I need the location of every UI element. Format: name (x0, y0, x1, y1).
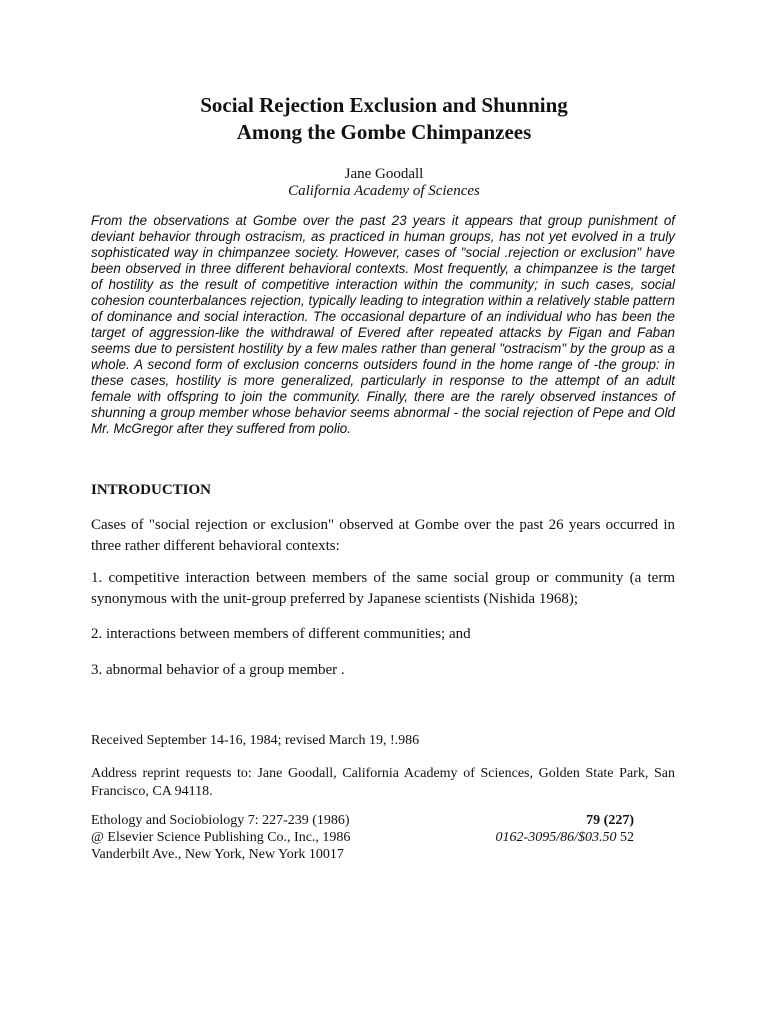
author-name: Jane Goodall (344, 166, 424, 182)
intro-list-item-2: 2. interactions between members of different communities; and (91, 626, 471, 642)
citation-line-journal: Ethology and Sociobiology 7: 227-239 (1986) (91, 813, 350, 828)
page-info (496, 812, 634, 846)
reprint-address-note: Address reprint requests to: Jane Goodall, California Academy of Sciences, Golden State Park, San Francisco, CA 94118. (91, 766, 675, 799)
article-code-italic: 0162-3095/86/$03.50 (495, 830, 617, 845)
author-affiliation: California Academy of Sciences (288, 183, 480, 199)
citation-line-publisher: @ Elsevier Science Publishing Co., Inc., 1986 (91, 830, 351, 845)
title-line-1: Social Rejection Exclusion and Shunning (200, 93, 568, 117)
section-heading-introduction: INTRODUCTION (91, 482, 212, 498)
article-code (496, 829, 634, 846)
journal-citation (91, 812, 350, 863)
paper-title (0, 92, 768, 146)
intro-paragraph: Cases of "social rejection or exclusion" observed at Gombe over the past 26 years occurred in three rather different behavioral contexts: (91, 517, 675, 554)
received-date-note: Received September 14-16, 1984; revised March 19, !.986 (91, 733, 420, 748)
citation-line-address: Vanderbilt Ave., New York, New York 10017 (91, 847, 344, 862)
title-line-2: Among the Gombe Chimpanzees (236, 120, 532, 144)
intro-list-item-1: 1. competitive interaction between members of the same social group or community (a term synonymous with the unit-group preferred by Japanese scientists (Nishida 1968); (91, 570, 675, 607)
article-code-suffix: 52 (616, 830, 634, 845)
intro-list-item-3: 3. abnormal behavior of a group member . (91, 662, 345, 678)
abstract: From the observations at Gombe over the past 23 years it appears that group punishment of deviant behavior through ostracism, as practiced in human groups, has not yet evolved in a truly sophisticated way in chimpanzee society. However, cases of "social .rejection or exclusion" have been observed in three different behavioral contexts. Most frequently, a chimpanzee is the target of hostility as the result of competitive interaction within the community; in such cases, social cohesion counterbalances rejection, typically leading to integration within a relatively stable pattern of dominance and social interaction. The occasional departure of an individual who has been the target of aggression-like the withdrawal of Evered after repeated attacks by Figan and Faban seems due to persistent hostility by a few males rather than general "ostracism" by the group as a whole. A second form of exclusion concerns outsiders found in the home range of -the group: in these cases, hostility is more generalized, particularly in response to the attempt of an adult female with offspring to join the community. Finally, there are the rarely observed instances of shunning a group member whose behavior seems abnormal - the social rejection of Pepe and Old Mr. McGregor after they suffered from polio. (91, 213, 675, 436)
page-number: 79 (227) (586, 813, 634, 828)
